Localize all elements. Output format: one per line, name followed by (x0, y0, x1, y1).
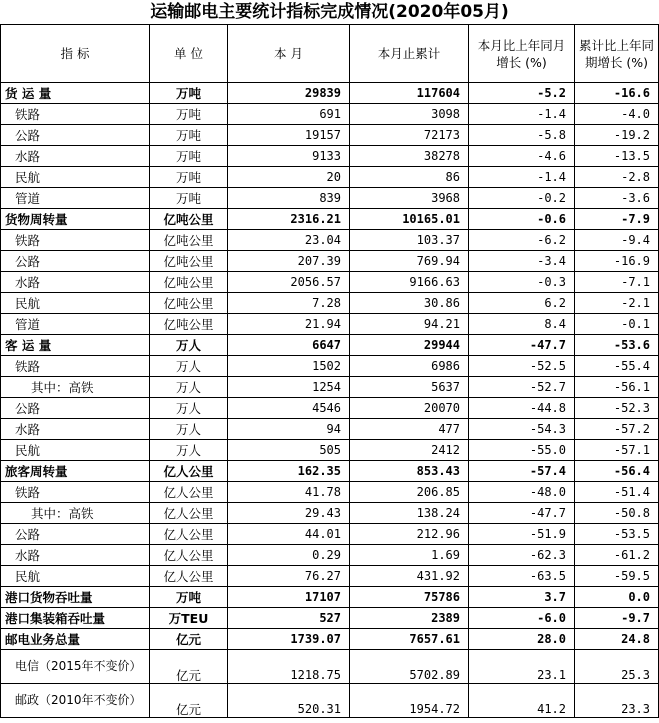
row-indicator: 公路 (1, 398, 150, 419)
row-cumulative: 6986 (350, 356, 469, 377)
row-cumulative: 94.21 (350, 314, 469, 335)
table-row (1, 398, 659, 419)
row-indicator: 铁路 (1, 482, 150, 503)
row-unit: 万吨 (150, 125, 228, 146)
row-cumulative: 10165.01 (350, 209, 469, 230)
table-row (1, 629, 659, 650)
row-unit: 亿人公里 (150, 566, 228, 587)
row-cumulative: 853.43 (350, 461, 469, 482)
row-month-yoy: -0.2 (469, 188, 575, 209)
row-cumulative-yoy: -50.8 (575, 503, 659, 524)
row-unit: 万人 (150, 335, 228, 356)
row-cumulative-yoy: -2.1 (575, 293, 659, 314)
row-month-yoy: 3.7 (469, 587, 575, 608)
row-month-yoy: 23.1 (469, 650, 575, 684)
row-cumulative-yoy: -2.8 (575, 167, 659, 188)
row-this-month: 20 (228, 167, 350, 188)
row-cumulative: 1954.72 (350, 684, 469, 718)
row-cumulative-yoy: -13.5 (575, 146, 659, 167)
row-cumulative-yoy: -53.6 (575, 335, 659, 356)
row-indicator: 民航 (1, 293, 150, 314)
row-indicator: 水路 (1, 272, 150, 293)
row-month-yoy: -44.8 (469, 398, 575, 419)
row-cumulative-yoy: -56.4 (575, 461, 659, 482)
row-cumulative-yoy: -0.1 (575, 314, 659, 335)
header-indicator: 指 标 (1, 25, 150, 83)
row-month-yoy: -6.0 (469, 608, 575, 629)
row-unit: 亿吨公里 (150, 272, 228, 293)
row-cumulative-yoy: -16.9 (575, 251, 659, 272)
row-indicator: 水路 (1, 146, 150, 167)
row-month-yoy: -57.4 (469, 461, 575, 482)
row-this-month: 9133 (228, 146, 350, 167)
table-row (1, 587, 659, 608)
row-cumulative: 3968 (350, 188, 469, 209)
row-month-yoy: -51.9 (469, 524, 575, 545)
row-cumulative: 3098 (350, 104, 469, 125)
row-cumulative: 72173 (350, 125, 469, 146)
row-month-yoy: -47.7 (469, 503, 575, 524)
row-indicator: 其中：高铁 (1, 503, 150, 524)
row-indicator: 民航 (1, 167, 150, 188)
row-this-month: 17107 (228, 587, 350, 608)
row-cumulative: 75786 (350, 587, 469, 608)
row-unit: 亿吨公里 (150, 293, 228, 314)
table-row (1, 461, 659, 482)
row-cumulative: 2412 (350, 440, 469, 461)
table-row (1, 650, 659, 684)
row-indicator: 民航 (1, 566, 150, 587)
row-this-month: 1739.07 (228, 629, 350, 650)
row-indicator: 管道 (1, 188, 150, 209)
row-this-month: 1502 (228, 356, 350, 377)
row-unit: 万吨 (150, 83, 228, 104)
table-row (1, 83, 659, 104)
row-this-month: 691 (228, 104, 350, 125)
row-cumulative: 1.69 (350, 545, 469, 566)
header-unit: 单 位 (150, 25, 228, 83)
table-row (1, 419, 659, 440)
row-this-month: 505 (228, 440, 350, 461)
row-this-month: 29839 (228, 83, 350, 104)
row-month-yoy: -4.6 (469, 146, 575, 167)
row-indicator: 水路 (1, 419, 150, 440)
row-unit: 亿元 (150, 650, 228, 684)
row-indicator: 公路 (1, 125, 150, 146)
table-row (1, 104, 659, 125)
table-row (1, 146, 659, 167)
row-unit: 万吨 (150, 587, 228, 608)
header-cumulative-yoy: 累计比上年同期增长 (%) (575, 25, 659, 83)
table-row (1, 356, 659, 377)
table-row (1, 503, 659, 524)
row-unit: 万人 (150, 377, 228, 398)
row-unit: 亿人公里 (150, 461, 228, 482)
row-cumulative-yoy: -51.4 (575, 482, 659, 503)
table-header (1, 25, 659, 83)
row-unit: 万人 (150, 419, 228, 440)
row-indicator: 旅客周转量 (1, 461, 150, 482)
row-cumulative-yoy: 24.8 (575, 629, 659, 650)
page-title: 运输邮电主要统计指标完成情况(2020年05月) (150, 2, 509, 22)
row-indicator: 港口集装箱吞吐量 (1, 608, 150, 629)
row-this-month: 19157 (228, 125, 350, 146)
row-indicator: 水路 (1, 545, 150, 566)
row-this-month: 23.04 (228, 230, 350, 251)
row-unit: 亿吨公里 (150, 209, 228, 230)
row-this-month: 2316.21 (228, 209, 350, 230)
row-month-yoy: 28.0 (469, 629, 575, 650)
row-cumulative-yoy: 0.0 (575, 587, 659, 608)
row-cumulative: 7657.61 (350, 629, 469, 650)
row-indicator: 铁路 (1, 104, 150, 125)
row-month-yoy: -0.3 (469, 272, 575, 293)
table-row (1, 335, 659, 356)
row-cumulative: 20070 (350, 398, 469, 419)
table-row (1, 209, 659, 230)
row-cumulative-yoy: -56.1 (575, 377, 659, 398)
row-cumulative: 206.85 (350, 482, 469, 503)
row-unit: 万TEU (150, 608, 228, 629)
row-indicator: 货 运 量 (1, 83, 150, 104)
row-cumulative-yoy: -4.0 (575, 104, 659, 125)
row-cumulative-yoy: -19.2 (575, 125, 659, 146)
row-unit: 亿元 (150, 629, 228, 650)
row-indicator: 电信（2015年不变价） (1, 650, 150, 684)
row-unit: 万吨 (150, 104, 228, 125)
row-this-month: 2056.57 (228, 272, 350, 293)
row-unit: 亿人公里 (150, 503, 228, 524)
row-month-yoy: -1.4 (469, 167, 575, 188)
row-this-month: 0.29 (228, 545, 350, 566)
row-this-month: 44.01 (228, 524, 350, 545)
row-this-month: 839 (228, 188, 350, 209)
row-month-yoy: 8.4 (469, 314, 575, 335)
row-this-month: 4546 (228, 398, 350, 419)
row-cumulative-yoy: -7.1 (575, 272, 659, 293)
row-this-month: 94 (228, 419, 350, 440)
statistics-table (0, 24, 659, 718)
row-unit: 万人 (150, 440, 228, 461)
row-indicator: 货物周转量 (1, 209, 150, 230)
row-cumulative: 9166.63 (350, 272, 469, 293)
row-cumulative-yoy: -9.4 (575, 230, 659, 251)
row-month-yoy: -3.4 (469, 251, 575, 272)
row-this-month: 1254 (228, 377, 350, 398)
row-indicator: 港口货物吞吐量 (1, 587, 150, 608)
row-month-yoy: -5.2 (469, 83, 575, 104)
row-month-yoy: 6.2 (469, 293, 575, 314)
row-cumulative-yoy: -16.6 (575, 83, 659, 104)
row-indicator: 铁路 (1, 356, 150, 377)
row-cumulative-yoy: -53.5 (575, 524, 659, 545)
table-row (1, 524, 659, 545)
row-indicator: 民航 (1, 440, 150, 461)
row-unit: 亿吨公里 (150, 230, 228, 251)
row-this-month: 162.35 (228, 461, 350, 482)
row-month-yoy: -5.8 (469, 125, 575, 146)
row-cumulative: 38278 (350, 146, 469, 167)
row-unit: 万吨 (150, 188, 228, 209)
row-unit: 万吨 (150, 167, 228, 188)
row-indicator: 客 运 量 (1, 335, 150, 356)
table-row (1, 230, 659, 251)
table-row (1, 272, 659, 293)
table-row (1, 377, 659, 398)
row-unit: 亿吨公里 (150, 251, 228, 272)
row-unit: 亿吨公里 (150, 314, 228, 335)
row-cumulative: 138.24 (350, 503, 469, 524)
header-cumulative: 本月止累计 (350, 25, 469, 83)
row-this-month: 207.39 (228, 251, 350, 272)
table-row (1, 482, 659, 503)
row-indicator: 公路 (1, 524, 150, 545)
row-cumulative-yoy: -61.2 (575, 545, 659, 566)
row-this-month: 1218.75 (228, 650, 350, 684)
row-indicator: 邮电业务总量 (1, 629, 150, 650)
row-this-month: 76.27 (228, 566, 350, 587)
row-this-month: 520.31 (228, 684, 350, 718)
row-month-yoy: -6.2 (469, 230, 575, 251)
row-indicator: 其中：高铁 (1, 377, 150, 398)
row-indicator: 公路 (1, 251, 150, 272)
row-cumulative-yoy: -55.4 (575, 356, 659, 377)
row-unit: 万吨 (150, 146, 228, 167)
row-unit: 亿元 (150, 684, 228, 718)
table-row (1, 566, 659, 587)
row-month-yoy: -63.5 (469, 566, 575, 587)
row-cumulative-yoy: 25.3 (575, 650, 659, 684)
row-this-month: 7.28 (228, 293, 350, 314)
table-row (1, 188, 659, 209)
table-body (1, 83, 659, 718)
row-cumulative: 5637 (350, 377, 469, 398)
table-row (1, 251, 659, 272)
row-indicator: 铁路 (1, 230, 150, 251)
table-row (1, 314, 659, 335)
row-cumulative-yoy: -9.7 (575, 608, 659, 629)
row-month-yoy: -47.7 (469, 335, 575, 356)
header-month-yoy: 本月比上年同月增长 (%) (469, 25, 575, 83)
row-month-yoy: -52.7 (469, 377, 575, 398)
row-month-yoy: -55.0 (469, 440, 575, 461)
row-cumulative-yoy: -52.3 (575, 398, 659, 419)
row-this-month: 29.43 (228, 503, 350, 524)
table-row (1, 167, 659, 188)
row-cumulative: 769.94 (350, 251, 469, 272)
row-indicator: 管道 (1, 314, 150, 335)
row-cumulative: 117604 (350, 83, 469, 104)
row-cumulative-yoy: -3.6 (575, 188, 659, 209)
row-unit: 万人 (150, 356, 228, 377)
row-cumulative-yoy: -59.5 (575, 566, 659, 587)
row-month-yoy: -62.3 (469, 545, 575, 566)
row-month-yoy: -1.4 (469, 104, 575, 125)
row-month-yoy: -0.6 (469, 209, 575, 230)
row-unit: 亿人公里 (150, 482, 228, 503)
row-cumulative: 477 (350, 419, 469, 440)
row-cumulative: 212.96 (350, 524, 469, 545)
row-this-month: 21.94 (228, 314, 350, 335)
row-month-yoy: 41.2 (469, 684, 575, 718)
header-this-month: 本 月 (228, 25, 350, 83)
row-cumulative-yoy: 23.3 (575, 684, 659, 718)
row-cumulative: 29944 (350, 335, 469, 356)
row-cumulative: 431.92 (350, 566, 469, 587)
table-row (1, 545, 659, 566)
row-cumulative: 2389 (350, 608, 469, 629)
row-unit: 万人 (150, 398, 228, 419)
row-month-yoy: -48.0 (469, 482, 575, 503)
row-cumulative-yoy: -57.2 (575, 419, 659, 440)
row-month-yoy: -52.5 (469, 356, 575, 377)
row-cumulative-yoy: -57.1 (575, 440, 659, 461)
table-row (1, 440, 659, 461)
table-row (1, 684, 659, 718)
table-row (1, 293, 659, 314)
row-unit: 亿人公里 (150, 524, 228, 545)
row-cumulative: 103.37 (350, 230, 469, 251)
row-this-month: 41.78 (228, 482, 350, 503)
row-cumulative: 30.86 (350, 293, 469, 314)
row-indicator: 邮政（2010年不变价） (1, 684, 150, 718)
row-this-month: 527 (228, 608, 350, 629)
row-month-yoy: -54.3 (469, 419, 575, 440)
row-cumulative-yoy: -7.9 (575, 209, 659, 230)
row-unit: 亿人公里 (150, 545, 228, 566)
table-row (1, 608, 659, 629)
table-row (1, 125, 659, 146)
row-cumulative: 5702.89 (350, 650, 469, 684)
row-this-month: 6647 (228, 335, 350, 356)
row-cumulative: 86 (350, 167, 469, 188)
